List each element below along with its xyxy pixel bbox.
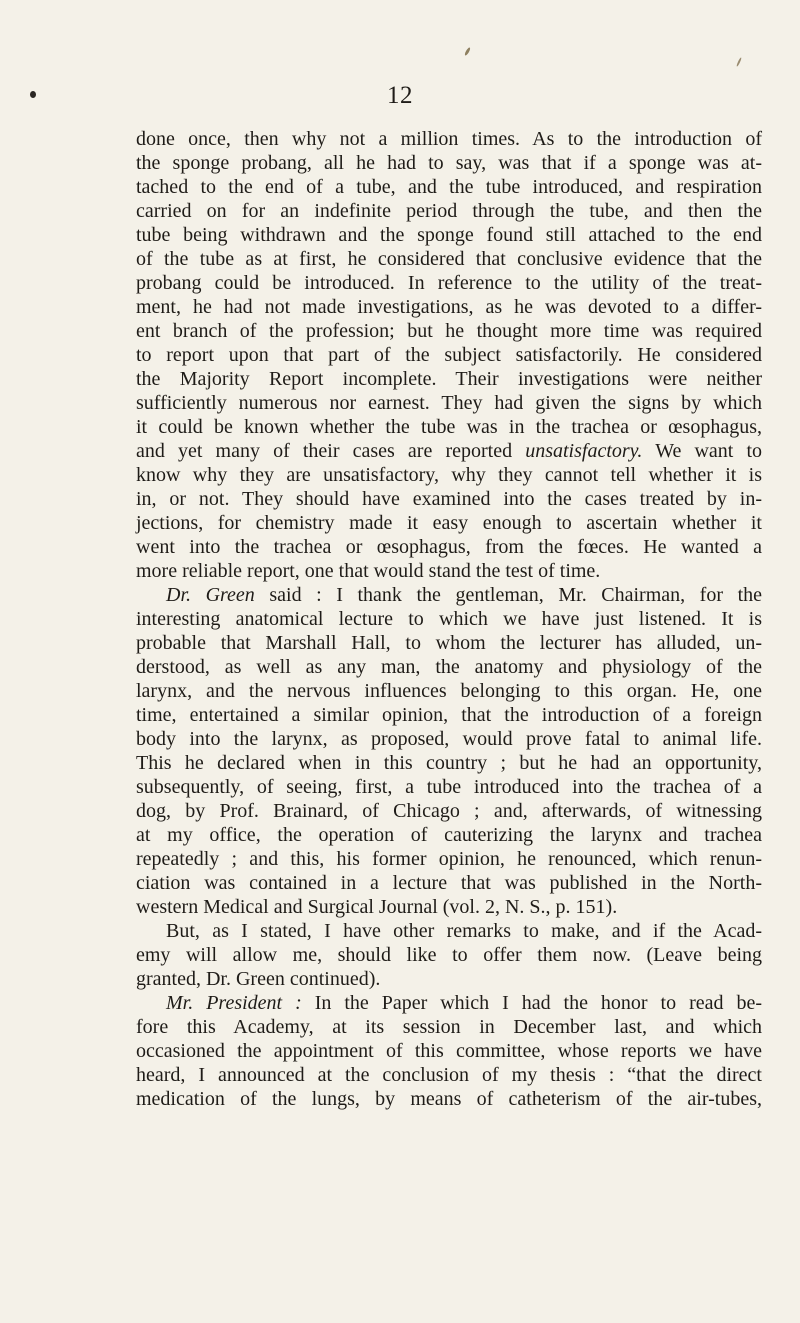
text-line: fore this Academy, at its session in December last, and which [136,1016,762,1038]
italic-text-run: unsatisfactory. [525,440,643,462]
text-line: of the tube as at first, he considered that conclusive evidence that the [136,248,762,270]
text-line [136,991,762,1015]
text-line: the Majority Report incomplete. Their investigations were neither [136,368,762,390]
text-run: said : I thank the gentleman, Mr. Chairman, for the [254,584,762,606]
text-line: know why they are unsatisfactory, why they cannot tell whether it is [136,464,762,486]
text-line [136,439,762,463]
text-line: at my office, the operation of cauterizing the larynx and trachea [136,824,762,846]
text-line: body into the larynx, as proposed, would prove fatal to animal life. [136,728,762,750]
text-line: probang could be introduced. In reference to the utility of the treat- [136,272,762,294]
text-line: tached to the end of a tube, and the tube introduced, and respiration [136,176,762,198]
text-line: sufficiently numerous nor earnest. They had given the signs by which [136,392,762,414]
text-line: dog, by Prof. Brainard, of Chicago ; and, afterwards, of witnessing [136,800,762,822]
text-line [136,583,762,607]
text-line: This he declared when in this country ; but he had an opportunity, [136,752,762,774]
text-line: ment, he had not made investigations, as he was devoted to a differ- [136,296,762,318]
text-line: derstood, as well as any man, the anatomy and physiology of the [136,656,762,678]
text-line: the sponge probang, all he had to say, was that if a sponge was at- [136,152,762,174]
text-line: more reliable report, one that would stand the test of time. [136,560,601,582]
text-line: subsequently, of seeing, first, a tube introduced into the trachea of a [136,776,762,798]
page-number: 12 [387,82,413,109]
text-run: In the Paper which I had the honor to read be- [301,992,762,1014]
text-line: to report upon that part of the subject satisfactorily. He considered [136,344,762,366]
text-line: emy will allow me, should like to offer them now. (Leave being [136,944,762,966]
text-line: repeatedly ; and this, his former opinion, he renounced, which renun- [136,848,762,870]
text-line: ciation was contained in a lecture that was published in the North- [136,872,762,894]
text-line: ent branch of the profession; but he thought more time was required [136,320,762,342]
text-run: and yet many of their cases are reported [136,440,526,462]
text-line: jections, for chemistry made it easy enough to ascertain whether it [136,512,762,534]
text-line: But, as I stated, I have other remarks to make, and if the Acad- [166,920,762,942]
text-run: We want to [642,440,762,462]
body-text [136,127,762,1111]
paper-speck [736,57,742,67]
text-line: occasioned the appointment of this committee, whose reports we have [136,1040,762,1062]
speaker-name: Mr. President : [166,992,302,1014]
text-line: done once, then why not a million times. As to the introduction of [136,128,762,150]
text-line: medication of the lungs, by means of catheterism of the air-tubes, [136,1088,762,1110]
text-line: western Medical and Surgical Journal (vol. 2, N. S., p. 151). [136,896,618,918]
text-line: tube being withdrawn and the sponge found still attached to the end [136,224,762,246]
text-line: carried on for an indefinite period through the tube, and then the [136,200,762,222]
text-line: larynx, and the nervous influences belonging to this organ. He, one [136,680,762,702]
text-line: probable that Marshall Hall, to whom the lecturer has alluded, un- [136,632,762,654]
speaker-name: Dr. Green [166,584,255,606]
text-line: interesting anatomical lecture to which we have just listened. It is [136,608,762,630]
text-line: went into the trachea or œsophagus, from the fœces. He wanted a [136,536,762,558]
text-line: in, or not. They should have examined into the cases treated by in- [136,488,762,510]
text-line: heard, I announced at the conclusion of my thesis : “that the direct [136,1064,762,1086]
text-line: it could be known whether the tube was in the trachea or œsophagus, [136,416,762,438]
paper-speck [464,47,471,56]
text-line: granted, Dr. Green continued). [136,968,381,990]
text-line: time, entertained a similar opinion, that the introduction of a foreign [136,704,762,726]
